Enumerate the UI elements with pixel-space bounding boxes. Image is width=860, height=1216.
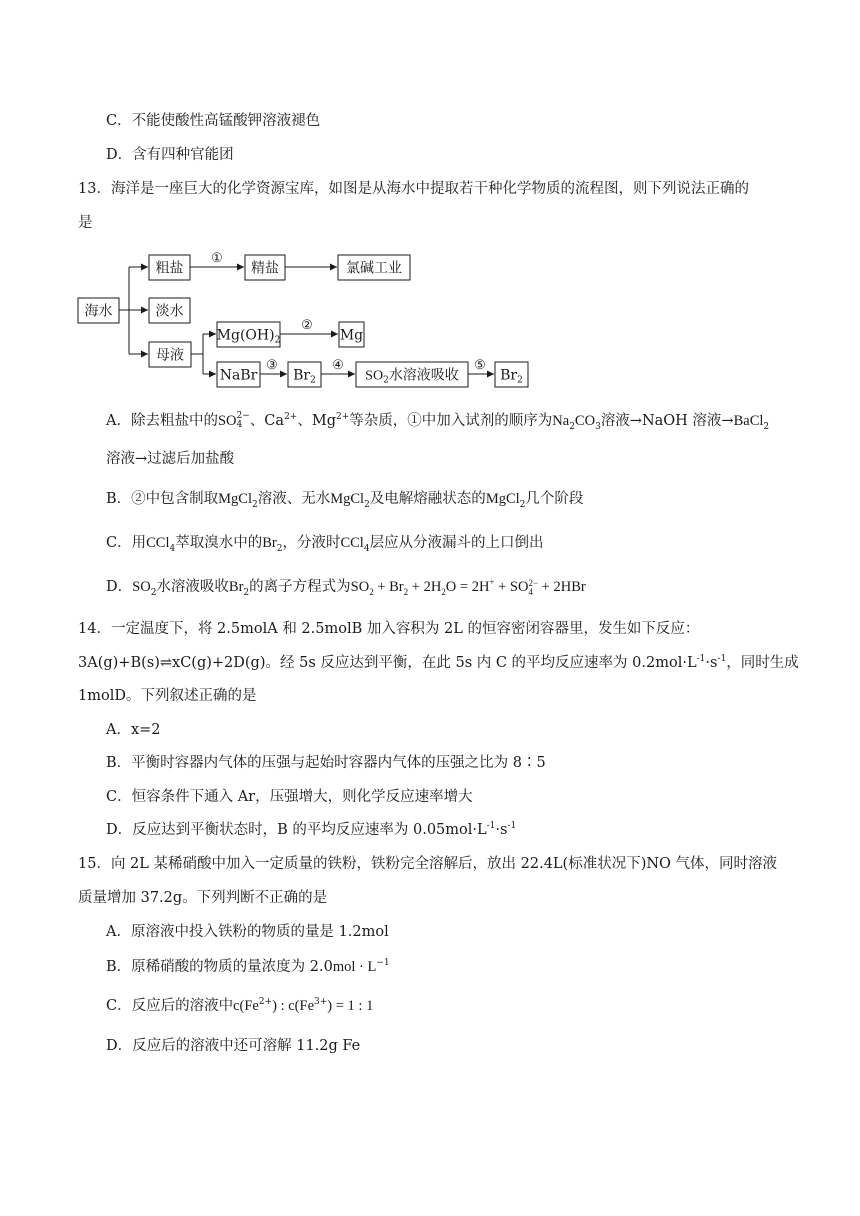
q13-option-b: B．②中包含制取MgCl$_2$溶液、无水MgCl$_2$及电解熔融状态的MgCl$_2$几个阶段 xyxy=(106,491,584,510)
ionic-equation: $SO_2 + Br_2 + 2H_2O = 2H^+$ + SO 2− 4 + 2HBr xyxy=(350,577,586,597)
label-br2-b: $Br_2$ xyxy=(500,367,523,386)
label-seawater: 海水 xyxy=(84,303,113,320)
q13-option-a-line2: 溶液→过滤后加盐酸 xyxy=(106,451,235,467)
q15-option-a: A．原溶液中投入铁粉的物质的量是 1.2mol xyxy=(106,924,389,940)
q14-option-c: C．恒容条件下通入 Ar，压强增大，则化学反应速率增大 xyxy=(106,789,473,805)
q13-stem-line2: 是 xyxy=(78,215,93,231)
q12-option-c: C．不能使酸性高锰酸钾溶液褪色 xyxy=(106,113,321,129)
label-refined-salt: 精盐 xyxy=(251,260,279,277)
label-crude-salt: 粗盐 xyxy=(155,260,184,277)
label-nabr: NaBr xyxy=(219,367,258,384)
q12-option-d: D．含有四种官能团 xyxy=(106,147,234,163)
step-marker-3: ③ xyxy=(266,358,278,373)
q14-stem-line2: 3A(g)+B(s)⇌xC(g)+2D(g)。经 5s 反应达到平衡，在此 5s 内 C 的平均反应速率为 $0.2mol\cdot L^{-1}\cdot s^{-1}$，同时生成 xyxy=(78,654,799,671)
q13-option-d: D．$SO_2$水溶液吸收$Br_2$的离子方程式为$SO_2 + Br_2 + 2H_2O = 2H^+$ + SO 2− 4 + 2HBr xyxy=(106,577,586,598)
q13-stem-line1: 13．海洋是一座巨大的化学资源宝库，如图是从海水中提取若干种化学物质的流程图，则下列说法正确的 xyxy=(78,181,749,197)
q15-stem-line1: 15．向 2L 某稀硝酸中加入一定质量的铁粉，铁粉完全溶解后，放出 22.4L(标准状况下)NO 气体，同时溶液 xyxy=(78,856,778,872)
q15-stem-line2: 质量增加 37.2g。下列判断不正确的是 xyxy=(78,890,328,906)
label-fresh-water: 淡水 xyxy=(155,303,184,320)
q13-option-c: C．用CCl$_4$萃取溴水中的$Br_2$，分液时CCl$_4$层应从分液漏斗的上口倒出 xyxy=(106,535,544,554)
step-marker-2: ② xyxy=(301,318,313,333)
label-mg-oh2: $Mg(OH)_2$ xyxy=(216,327,281,346)
label-mother-liquor: 母液 xyxy=(156,347,184,364)
label-br2-a: $Br_2$ xyxy=(293,367,316,386)
label-so2-absorb: $SO_2$水溶液吸收 xyxy=(365,367,459,386)
q13-option-a-line1: A．除去粗盐中的SO 2− 4 、$Ca^{2+}$、$Mg^{2+}$等杂质，①中加入试剂的顺序为$Na_2CO_3$溶液→NaOH 溶液→BaCl$_2$ xyxy=(106,411,770,432)
q15-option-c: C．反应后的溶液中$c(Fe^{2+})$ : $c(Fe^{3+}) = 1$ : 1 xyxy=(106,997,374,1014)
q14-stem-line1: 14．一定温度下，将 2.5molA 和 2.5molB 加入容积为 2L 的恒容密闭容器里，发生如下反应： xyxy=(78,621,700,637)
seawater-flow-diagram xyxy=(0,0,860,400)
label-mg: Mg xyxy=(339,327,364,344)
step-marker-4: ④ xyxy=(332,358,344,373)
q15-option-b: B．原稀硝酸的物质的量浓度为 $2.0mol \cdot L^{-1}$ xyxy=(106,958,390,975)
q15-option-d: D．反应后的溶液中还可溶解 11.2g Fe xyxy=(106,1038,361,1054)
q14-stem-line3: 1molD。下列叙述正确的是 xyxy=(78,688,257,704)
step-marker-1: ① xyxy=(211,251,223,266)
q14-option-a: A．x=2 xyxy=(106,722,161,738)
label-chlor-alkali: 氯碱工业 xyxy=(346,260,402,277)
q14-option-d: D．反应达到平衡状态时，B 的平均反应速率为 $0.05mol\cdot L^{-1}\cdot s^{-1}$ xyxy=(106,821,517,838)
step-marker-5: ⑤ xyxy=(474,358,486,373)
q14-option-b: B．平衡时容器内气体的压强与起始时容器内气体的压强之比为 8∶5 xyxy=(106,755,546,771)
